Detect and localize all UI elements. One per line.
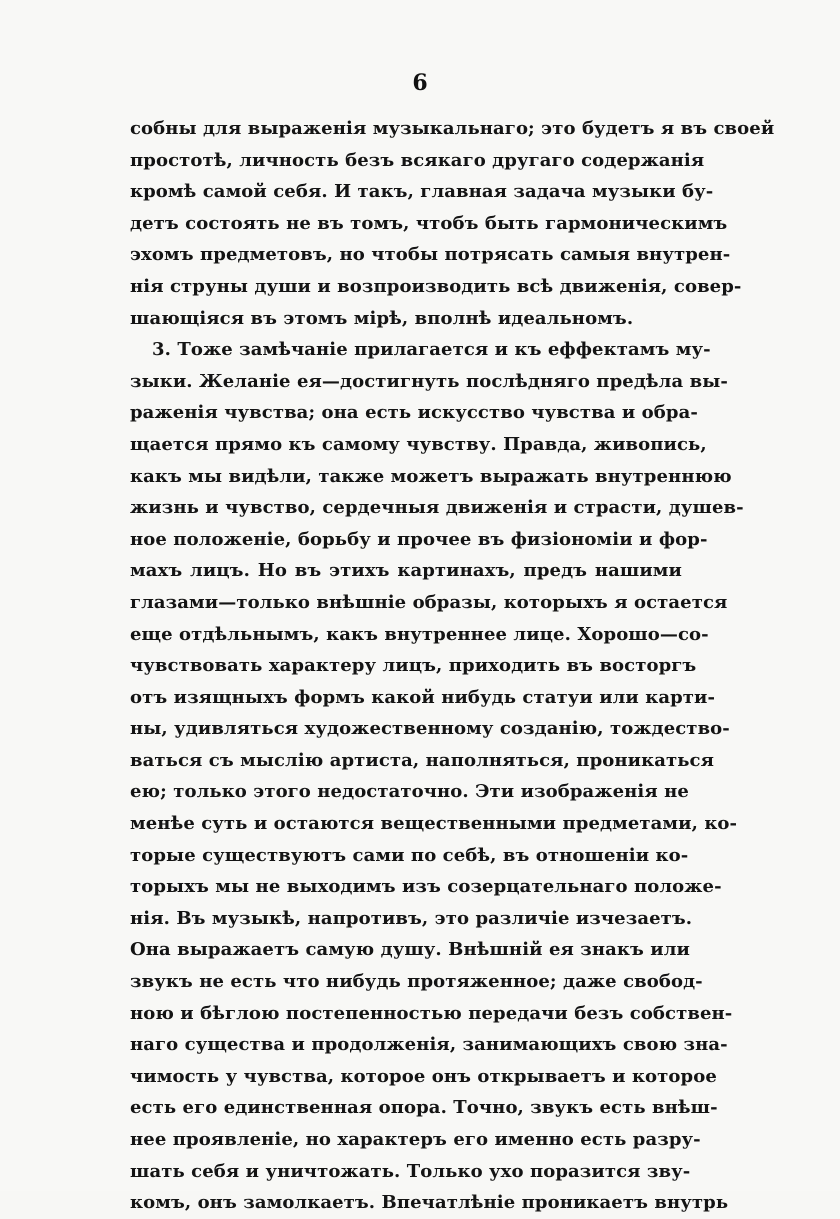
text-line: детъ состоять не въ томъ, чтобъ быть гармоническимъ [130, 212, 728, 234]
text-line: еще отдѣльнымъ, какъ внутреннее лице. Хорошо—со- [130, 623, 709, 645]
text-line: есть его единственная опора. Точно, звукъ есть внѣш- [130, 1097, 718, 1119]
text-line: щается прямо къ самому чувству. Правда, живопись, [130, 433, 707, 455]
text-line: ны, удивляться художественному созданію, тождество- [130, 718, 730, 740]
text-line: жизнь и чувство, сердечныя движенія и страсти, душев- [130, 497, 744, 519]
text-line: торыхъ мы не выходимъ изъ созерцательнаго положе- [130, 876, 722, 898]
text-line: какъ мы видѣли, также можетъ выражать внутреннюю [130, 465, 732, 487]
text-line: ною и бѣглою постепенностью передачи безъ собствен- [130, 1002, 733, 1024]
text-line: зыки. Желаніе ея—достигнуть послѣдняго предѣла вы- [130, 370, 728, 392]
text-line: 3. Тоже замѣчаніе прилагается и къ еффектамъ му- [152, 339, 711, 361]
body-text [130, 113, 775, 1219]
text-line: собны для выраженія музыкальнаго; это будетъ я въ своей [130, 118, 775, 139]
text-line: ное положеніе, борьбу и прочее въ физіономіи и фор- [130, 528, 708, 550]
page-number: 6 [412, 70, 428, 96]
text-line: кромѣ самой себя. И такъ, главная задача музыки бу- [130, 181, 714, 203]
text-line: нее проявленіе, но характеръ его именно есть разру- [130, 1129, 701, 1150]
text-line: глазами—только внѣшніе образы, которыхъ я остается [130, 591, 728, 613]
text-line: ею; только этого недостаточно. Эти изображенія не [130, 781, 689, 803]
text-line: нія. Въ музыкѣ, напротивъ, это различіе изчезаетъ. [130, 907, 693, 929]
text-line: отъ изящныхъ формъ какой нибудь статуи или карти- [130, 686, 716, 708]
text-line: нія струны души и возпроизводить всѣ движенія, совер- [130, 275, 742, 297]
text-line: шающіяся въ этомъ мірѣ, вполнѣ идеальномъ. [130, 307, 634, 329]
text-line: простотѣ, личность безъ всякаго другаго содержанія [130, 149, 705, 171]
text-line: эхомъ предметовъ, но чтобы потрясать самыя внутрен- [130, 244, 731, 266]
text-line: наго существа и продолженія, занимающихъ свою зна- [130, 1034, 728, 1056]
text-line: менѣе суть и остаются вещественными предметами, ко- [130, 813, 738, 835]
text-line: чимость у чувства, которое онъ открываетъ и которое [130, 1065, 717, 1087]
text-line: шать себя и уничтожать. Только ухо поразится зву- [130, 1160, 691, 1182]
text-line: махъ лицъ. Но въ этихъ картинахъ, предъ нашими [130, 560, 682, 582]
text-line: торые существуютъ сами по себѣ, въ отношеніи ко- [130, 844, 689, 866]
text-line: раженія чувства; она есть искусство чувства и обра- [130, 402, 698, 424]
text-line: ваться съ мыслію артиста, наполняться, проникаться [130, 749, 714, 771]
text-line: звукъ не есть что нибудь протяженное; даже свобод- [130, 971, 703, 993]
text-line: комъ, онъ замолкаетъ. Впечатлѣніе проникаетъ внутрь [130, 1192, 729, 1214]
text-line: Она выражаетъ самую душу. Внѣшній ея знакъ или [130, 939, 690, 961]
text-line: чувствовать характеру лицъ, приходить въ восторгъ [130, 655, 697, 677]
